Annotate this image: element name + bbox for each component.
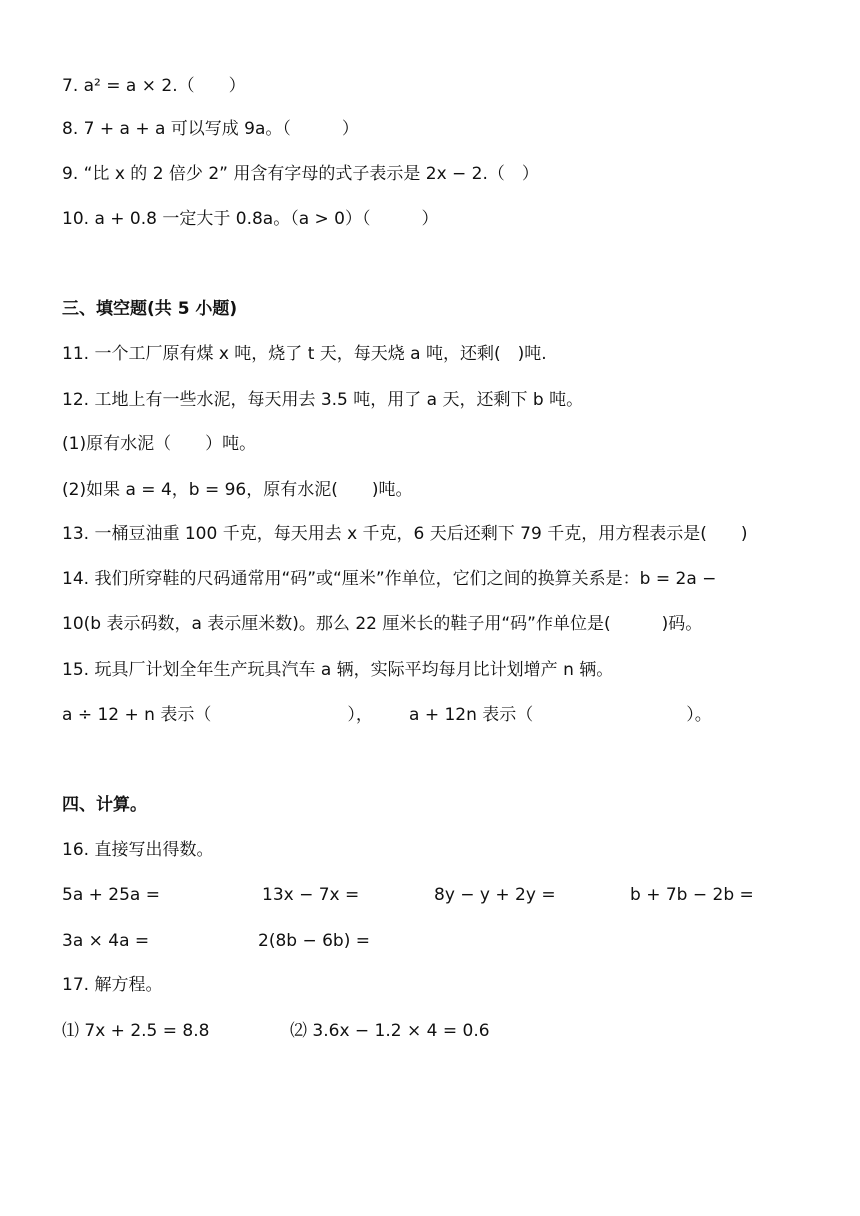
question-13: 13. 一桶豆油重 100 千克，每天用去 x 千克，6 天后还剩下 79 千克，用方程表示是( ) (62, 524, 748, 544)
question-11: 11. 一个工厂原有煤 x 吨，烧了 t 天，每天烧 a 吨，还剩( )吨. (62, 344, 547, 364)
question-15-expressions (62, 703, 782, 727)
question-9: 9. “比 x 的 2 倍少 2” 用含有字母的式子表示是 2x − 2.（ ） (62, 164, 539, 184)
question-12-part-2: (2)如果 a = 4，b = 96，原有水泥( )吨。 (62, 480, 413, 500)
question-16-row-2 (62, 929, 802, 953)
question-15: 15. 玩具厂计划全年生产玩具汽车 a 辆，实际平均每月比计划增产 n 辆。 (62, 660, 614, 680)
question-12-part-1: (1)原有水泥（ ）吨。 (62, 434, 257, 454)
question-16: 16. 直接写出得数。 (62, 840, 214, 860)
calc-item: 8y − y + 2y = (434, 885, 556, 905)
calc-item: 5a + 25a = (62, 885, 160, 905)
question-15-expression-b: a + 12n 表示（ ）。 (409, 705, 712, 725)
calc-item: 13x − 7x = (262, 885, 360, 905)
question-14-line-1: 14. 我们所穿鞋的尺码通常用“码”或“厘米”作单位，它们之间的换算关系是：b = 2a − (62, 569, 717, 589)
question-15-expression-a: a ÷ 12 + n 表示（ ）， (62, 705, 373, 725)
calc-item: 3a × 4a = (62, 931, 150, 951)
question-7: 7. a² = a × 2.（ ） (62, 76, 246, 96)
question-14-line-2: 10(b 表示码数，a 表示厘米数)。那么 22 厘米长的鞋子用“码”作单位是( )码。 (62, 614, 703, 634)
section-3-heading: 三、填空题(共 5 小题) (62, 299, 238, 319)
question-16-row-1 (62, 883, 802, 907)
question-17-equations (62, 1019, 802, 1043)
question-10: 10. a + 0.8 一定大于 0.8a。（a > 0）（ ） (62, 209, 439, 229)
question-12: 12. 工地上有一些水泥，每天用去 3.5 吨，用了 a 天，还剩下 b 吨。 (62, 390, 584, 410)
calc-item: b + 7b − 2b = (630, 885, 754, 905)
question-17: 17. 解方程。 (62, 975, 163, 995)
equation-1: ⑴ 7x + 2.5 = 8.8 (62, 1021, 210, 1041)
equation-2: ⑵ 3.6x − 1.2 × 4 = 0.6 (290, 1021, 490, 1041)
calc-item: 2(8b − 6b) = (258, 931, 370, 951)
question-8: 8. 7 + a + a 可以写成 9a。（ ） (62, 119, 359, 139)
section-4-heading: 四、计算。 (62, 795, 147, 815)
